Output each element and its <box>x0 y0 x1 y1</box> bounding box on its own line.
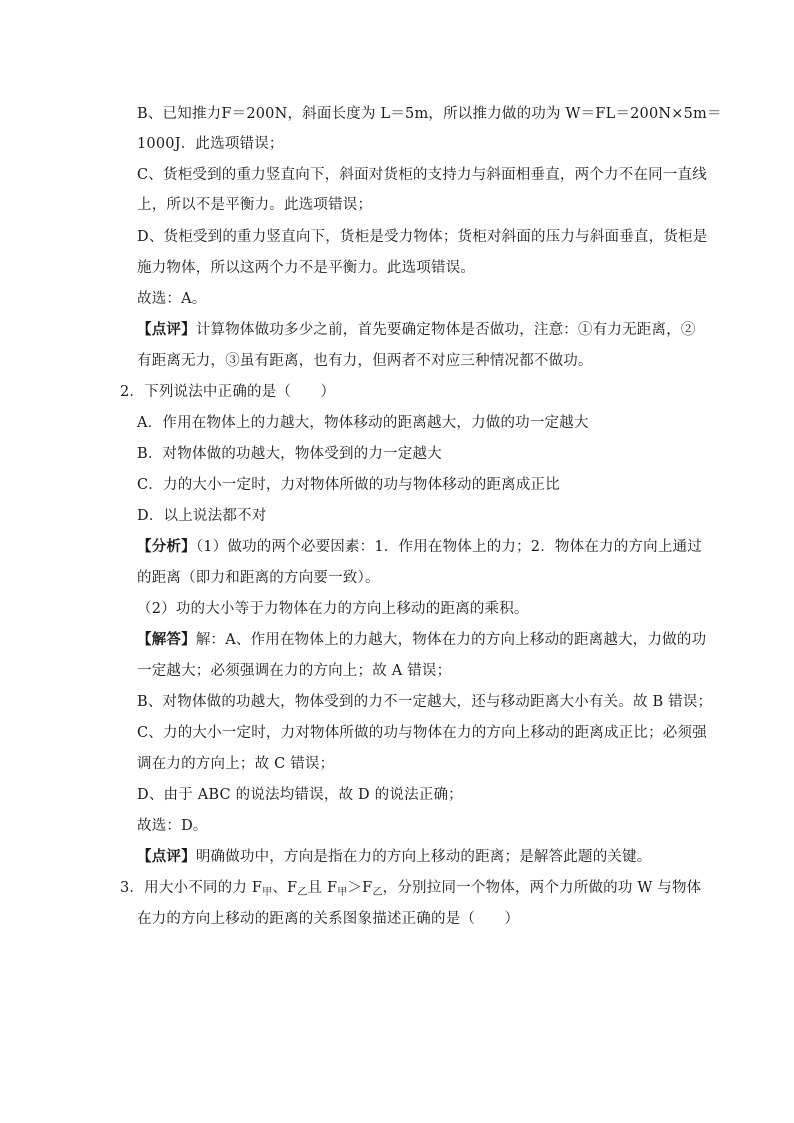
q2-option-a: A．作用在物体上的力越大，物体移动的距离越大，力做的功一定越大 <box>137 415 589 431</box>
q3-sub-yi: 乙 <box>297 887 308 898</box>
q1-option-d-line2: 施力物体，所以这两个力不是平衡力。此选项错误。 <box>137 260 476 276</box>
q1-comment-line2: 有距离无力，③虽有距离，也有力，但两者不对应三种情况都不做功。 <box>137 353 593 369</box>
q3-stem-part-d: ＞F <box>347 880 373 896</box>
q2-solution-text1: 解：A、作用在物体上的力越大，物体在力的方向上移动的距离越大，力做的功 <box>195 632 707 648</box>
q1-answer: 故选：A。 <box>137 291 207 307</box>
q2-solution-c-line1: C、力的大小一定时，力对物体所做的功与物体在力的方向上移动的距离成正比；必须强 <box>137 725 707 741</box>
q3-stem-line2: 在力的方向上移动的距离的关系图象描述正确的是（ ） <box>137 911 520 927</box>
q3-stem-part-a: 3．用大小不同的力 F <box>120 880 263 896</box>
q2-solution-b: B、对物体做的功越大，物体受到的力不一定越大，还与移动距离大小有关。故 B 错误； <box>137 694 713 710</box>
q3-sub-jia: 甲 <box>262 887 273 898</box>
q2-solution-d: D、由于 ABC 的说法均错误，故 D 的说法正确； <box>137 787 463 803</box>
q2-solution-c-line2: 调在力的方向上；故 C 错误； <box>137 756 335 772</box>
q3-stem-line1 <box>120 878 701 903</box>
q2-answer: 故选：D。 <box>137 818 208 834</box>
q1-option-c-line2: 上，所以不是平衡力。此选项错误； <box>137 197 373 213</box>
q2-stem: 2．下列说法中正确的是（ ） <box>120 384 336 400</box>
q1-comment-tag: 【点评】 <box>137 321 196 338</box>
q2-analysis-tag: 【分析】 <box>137 538 196 555</box>
q1-option-c-line1: C、货柜受到的重力竖直向下，斜面对货柜的支持力与斜面相垂直，两个力不在同一直线 <box>137 167 707 183</box>
q3-stem-part-e: ，分别拉同一个物体，两个力所做的功 W 与物体 <box>382 880 702 896</box>
q1-comment-text1: 计算物体做功多少之前，首先要确定物体是否做功，注意：①有力无距离，② <box>195 322 696 338</box>
q2-solution-line1 <box>137 630 706 650</box>
q2-analysis-text1: （1）做功的两个必要因素：1．作用在物体上的力；2．物体在力的方向上通过 <box>195 539 702 555</box>
q1-option-b-line2: 1000J．此选项错误； <box>137 136 284 152</box>
q2-comment-text: 明确做功中，方向是指在力的方向上移动的距离；是解答此题的关键。 <box>195 849 652 865</box>
q1-comment-line1 <box>137 320 696 340</box>
q3-stem-part-c: 且 F <box>307 880 338 896</box>
q2-option-d: D．以上说法都不对 <box>137 508 267 524</box>
q2-comment <box>137 847 652 867</box>
q2-solution-tag: 【解答】 <box>137 631 196 648</box>
q1-option-b-line1: B、已知推力F＝200N，斜面长度为 L＝5m，所以推力做的功为 W＝FL＝200N×5m＝ <box>137 106 722 122</box>
q3-sub-jia-2: 甲 <box>337 887 348 898</box>
q2-comment-tag: 【点评】 <box>137 848 196 865</box>
q2-analysis-line1 <box>137 537 702 557</box>
q2-analysis-line3: （2）功的大小等于力物体在力的方向上移动的距离的乘积。 <box>137 601 529 617</box>
q2-solution-line2: 一定越大；必须强调在力的方向上；故 A 错误； <box>137 663 452 679</box>
q3-sub-yi-2: 乙 <box>372 887 383 898</box>
q2-option-c: C．力的大小一定时，力对物体所做的功与物体移动的距离成正比 <box>137 477 560 493</box>
q3-stem-part-b: 、F <box>272 880 298 896</box>
q2-option-b: B．对物体做的功越大，物体受到的力一定越大 <box>137 446 442 462</box>
q2-analysis-line2: 的距离（即力和距离的方向要一致）。 <box>137 570 380 586</box>
q1-option-d-line1: D、货柜受到的重力竖直向下，货柜是受力物体；货柜对斜面的压力与斜面垂直，货柜是 <box>137 229 708 245</box>
